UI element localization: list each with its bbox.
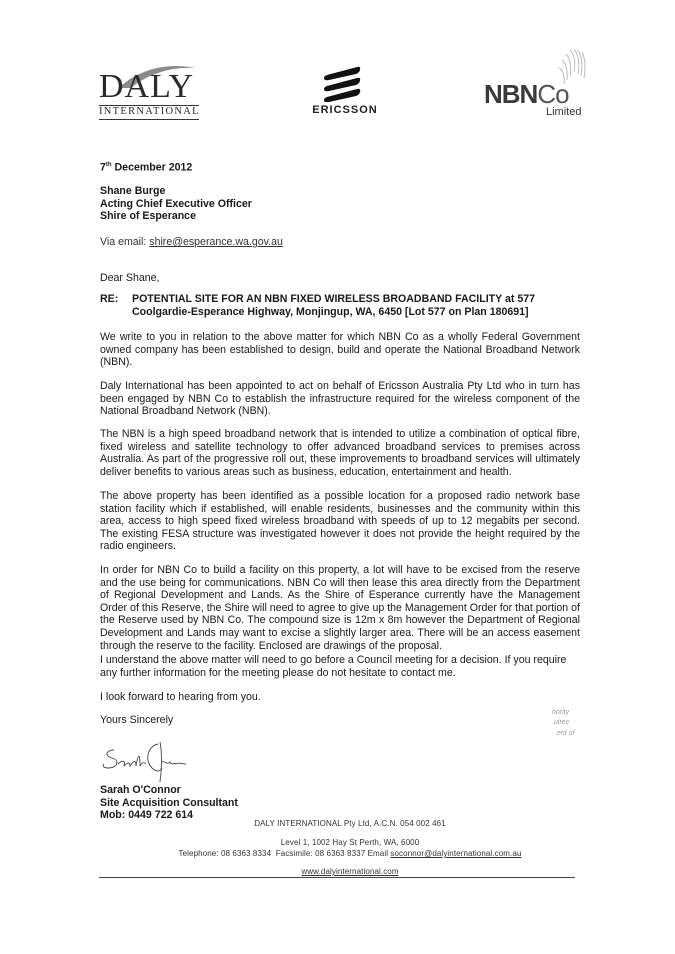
recipient-name: Shane Burge (100, 185, 166, 197)
subject-heading: POTENTIAL SITE FOR AN NBN FIXED WIRELESS BROADBAND FACILITY at 577 Coolgardie-Esperance Highway, Monjingup, WA, 6450 [Lot 577 on Plan 180691] (132, 293, 535, 318)
body-paragraph-3: The NBN is a high speed broadband network that is intended to utilize a combination of optical fibre, fixed wireless and satellite technology to offer advanced broadband services to premises across Australia. As part of the progressive roll out, these improvements to broadband services will ultimately deliver benefits to various areas such as business, education, entertainment and health. (100, 428, 580, 478)
footer-email-link[interactable]: soconnor@dalyinternational.com.au (390, 849, 522, 858)
footer-company: DALY INTERNATIONAL Pty Ltd, A.C.N. 054 002 461 (254, 819, 446, 828)
body-paragraph-1: We write to you in relation to the above matter for which NBN Co as a wholly Federal Government owned company has been established to design, build and operate the National Broadband Network (NBN). (100, 331, 580, 369)
footer-email-label: Email (367, 849, 391, 858)
nbnco-subtitle: Limited (546, 106, 582, 118)
ericsson-logo (300, 66, 390, 116)
stray-mark-2: uirec (554, 719, 570, 726)
signatory-name: Sarah O'Connor (100, 784, 181, 796)
letter-date: 7th December 2012 (100, 161, 193, 174)
footer-website-link[interactable]: www.dalyinternational.com (301, 867, 399, 876)
footer-address: Level 1, 1002 Hay St Perth, WA, 6000 (280, 838, 420, 847)
footer-contact (120, 849, 580, 858)
ericsson-bars-icon (323, 66, 363, 102)
body-paragraph-5: In order for NBN Co to build a facility on this property, a lot will have to be excised from the reserve and the use being for communications. NBN Co will then lease this area directly from the Department of Regional Development and Lands. As the Shire of Esperance currently have the Management Order of this Reserve, the Shire will need to agree to give up the Management Order for that portion of the Reserve used by NBN Co. The compound size is 12m x 8m however the Department of Regional Development and Lands may want to excise a slightly larger area. There will be an access easement through the reserve to the facility. Enclosed are drawings of the proposal. (100, 564, 580, 652)
body-paragraph-2: Daly International has been appointed to act on behalf of Ericsson Australia Pty Ltd who in turn has been engaged by NBN Co to establish the infrastructure required for the wireless component of the National Broadband Network (NBN). (100, 380, 580, 418)
closing: Yours Sincerely (100, 714, 174, 726)
ericsson-wordmark: ERICSSON (312, 104, 378, 116)
recipient-block (100, 185, 252, 223)
footer-facsimile: Facsimile: 08 6363 8337 (275, 849, 366, 858)
daly-divider-bottom (99, 119, 199, 120)
signature-icon (100, 738, 200, 784)
subject-label: RE: (100, 293, 119, 305)
via-email-label: Via email: (100, 236, 150, 248)
daly-international-logo (99, 64, 199, 118)
signatory-block (100, 784, 238, 822)
body-paragraph-6: I understand the above matter will need to go before a Council meeting for a decision. If you require any further information for the meeting please do not hesitate to contact me. (100, 654, 567, 679)
recipient-organisation: Shire of Esperance (100, 210, 196, 223)
daly-subtitle: INTERNATIONAL (99, 106, 200, 117)
salutation: Dear Shane, (100, 272, 160, 284)
footer-website-wrap (140, 867, 560, 876)
stray-mark-3: ent of (557, 730, 575, 737)
stray-mark-1: hority (552, 709, 570, 716)
recipient-email-link[interactable]: shire@esperance.wa.gov.au (149, 236, 283, 248)
body-paragraph-7: I look forward to hearing from you. (100, 691, 261, 703)
daly-wordmark: DALY (99, 68, 195, 105)
nbnco-logo (478, 48, 598, 120)
footer-divider (99, 877, 575, 878)
body-paragraph-4: The above property has been identified as a possible location for a proposed radio network base station facility which if established, will enable residents, businesses and the community within this area, access to high speed fixed wireless broadband with speeds of up to 12 megabits per second. The existing FESA structure was investigated however it does not provide the height required by the radio engineers. (100, 490, 580, 553)
recipient-title: Acting Chief Executive Officer (100, 197, 252, 210)
footer-telephone: Telephone: 08 6363 8334 (178, 849, 272, 858)
via-email (100, 236, 283, 249)
signatory-title: Site Acquisition Consultant (100, 796, 238, 809)
nbnco-wordmark: NBNCo (484, 79, 569, 109)
signatory-mobile: Mob: 0449 722 614 (100, 809, 194, 822)
